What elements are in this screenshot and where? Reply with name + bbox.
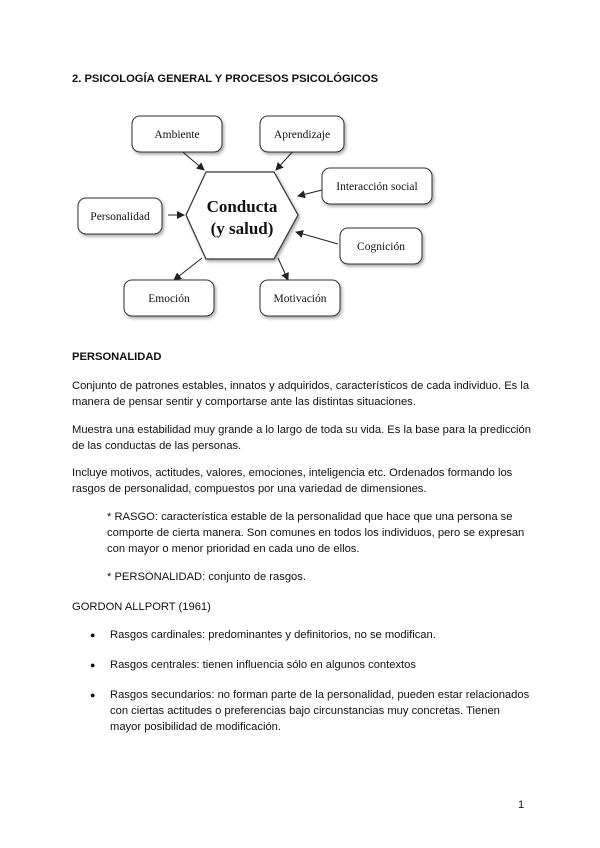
node-ambiente-label: Ambiente (154, 129, 200, 141)
conducta-diagram (66, 104, 446, 334)
allport-title: GORDON ALLPORT (1961) (72, 601, 211, 613)
arrow-interaccion (298, 190, 322, 196)
center-label-line1: Conducta (206, 197, 278, 216)
node-emocion-label: Emoción (148, 293, 190, 305)
list-item: ● Rasgos cardinales: predominantes y definitorios, no se modifican. (90, 627, 530, 643)
personalidad-heading: PERSONALIDAD (72, 351, 162, 363)
paragraph-1: Conjunto de patrones estables, innatos y adquiridos, característicos de cada individuo. Es la manera de pensar sentir y comportarse ante las distintas situaciones. (72, 380, 530, 408)
node-cognicion-label: Cognición (357, 241, 405, 253)
center-label-line2: (y salud) (210, 219, 274, 238)
node-motivacion-label: Motivación (273, 293, 327, 305)
arrow-emocion (174, 258, 202, 280)
arrow-cognicion (296, 232, 338, 244)
note-rasgo: * RASGO: característica estable de la personalidad que hace que una persona se comporte de cierta manera. Son comunes en todos los individuos, pero se expresan con mayor o menor prioridad en cada uno de ellos. (107, 511, 525, 555)
list-item: ● Rasgos secundarios: no forman parte de la personalidad, pueden estar relacionados con ciertas actitudes o preferencias bajo circunstancias muy concretas. Tienen mayor posibilidad de modificación. (90, 687, 530, 735)
section-title: 2. PSICOLOGÍA GENERAL Y PROCESOS PSICOLÓGICOS (72, 73, 379, 85)
list-item: ● Rasgos centrales: tienen influencia sólo en algunos contextos (90, 657, 530, 673)
note-personalidad: * PERSONALIDAD: conjunto de rasgos. (107, 571, 306, 583)
paragraph-2: Muestra una estabilidad muy grande a lo largo de toda su vida. Es la base para la predicción de las conductas de las personas. (72, 424, 531, 452)
node-aprendizaje-label: Aprendizaje (273, 129, 331, 141)
arrow-motivacion (278, 258, 288, 280)
page-number: 1 (518, 799, 525, 811)
allport-list (90, 627, 530, 749)
node-personalidad-label: Personalidad (90, 211, 150, 223)
node-interaccion-label: Interacción social (336, 181, 418, 193)
paragraph-3: Incluye motivos, actitudes, valores, emociones, inteligencia etc. Ordenados formando los rasgos de personalidad, compuestos por una variedad de dimensiones. (72, 467, 513, 495)
